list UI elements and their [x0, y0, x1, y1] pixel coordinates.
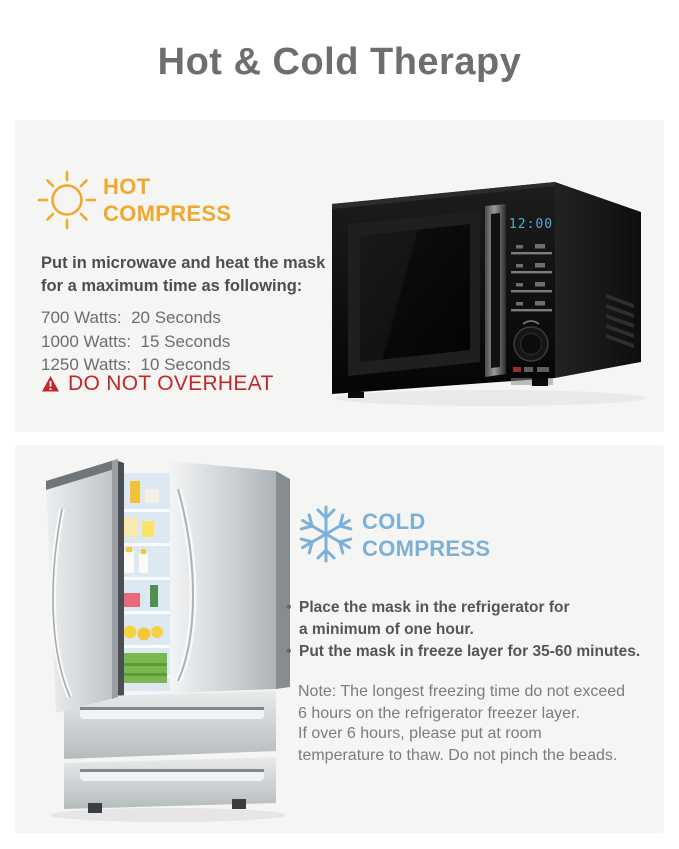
- freezing-time-note: [298, 681, 625, 725]
- cold-instruction-list: [286, 597, 640, 663]
- cold-bullet-refrigerator: [286, 597, 640, 641]
- hot-heading-line1: HOT: [103, 174, 151, 199]
- hot-instructions-line1: Put in microwave and heat the mask: [41, 254, 326, 272]
- microwave-clock-display: 12:00: [508, 217, 554, 232]
- bullet-dot: •: [286, 643, 292, 660]
- cold-heading-line2: COMPRESS: [362, 536, 491, 561]
- cold-compress-heading: [362, 508, 490, 562]
- heat-time-row: 1000 Watts: 15 Seconds: [41, 331, 231, 351]
- hot-instructions: [41, 252, 325, 298]
- cold-bullet1-line2: a minimum of one hour.: [299, 621, 474, 638]
- freezing-time-note-line1: Note: The longest freezing time do not exceed: [298, 683, 626, 700]
- refrigerator-image: [18, 451, 318, 823]
- microwave-image: [318, 148, 663, 410]
- thaw-note: [298, 723, 617, 767]
- cold-heading-line1: COLD: [362, 509, 426, 534]
- cold-bullet2-line1: Put the mask in freeze layer for 35-60 minutes.: [299, 643, 641, 660]
- cold-compress-panel: [15, 445, 664, 833]
- cold-bullet1-line1: Place the mask in the refrigerator for: [299, 599, 570, 616]
- bullet-dot: •: [286, 599, 292, 616]
- thaw-note-line2: temperature to thaw. Do not pinch the beads.: [298, 747, 618, 764]
- thaw-note-line1: If over 6 hours, please put at room: [298, 725, 542, 742]
- warning-triangle-icon: [41, 375, 60, 393]
- cold-bullet-freezer: [286, 641, 640, 663]
- hot-heading-line2: COMPRESS: [103, 201, 232, 226]
- heat-time-list: [41, 306, 230, 377]
- sun-icon: [35, 166, 99, 234]
- freezing-time-note-line2: 6 hours on the refrigerator freezer layer.: [298, 705, 580, 722]
- snowflake-icon: [295, 503, 357, 565]
- page-title: Hot & Cold Therapy: [157, 41, 522, 83]
- hot-instructions-line2: for a maximum time as following:: [41, 277, 303, 295]
- overheat-warning-text: DO NOT OVERHEAT: [68, 372, 274, 395]
- heat-time-row: 1250 Watts: 10 Seconds: [41, 355, 231, 374]
- heat-time-row: 700 Watts: 20 Seconds: [41, 308, 221, 327]
- hot-compress-panel: [15, 120, 664, 432]
- overheat-warning: [41, 372, 274, 396]
- hot-compress-heading: [103, 173, 231, 227]
